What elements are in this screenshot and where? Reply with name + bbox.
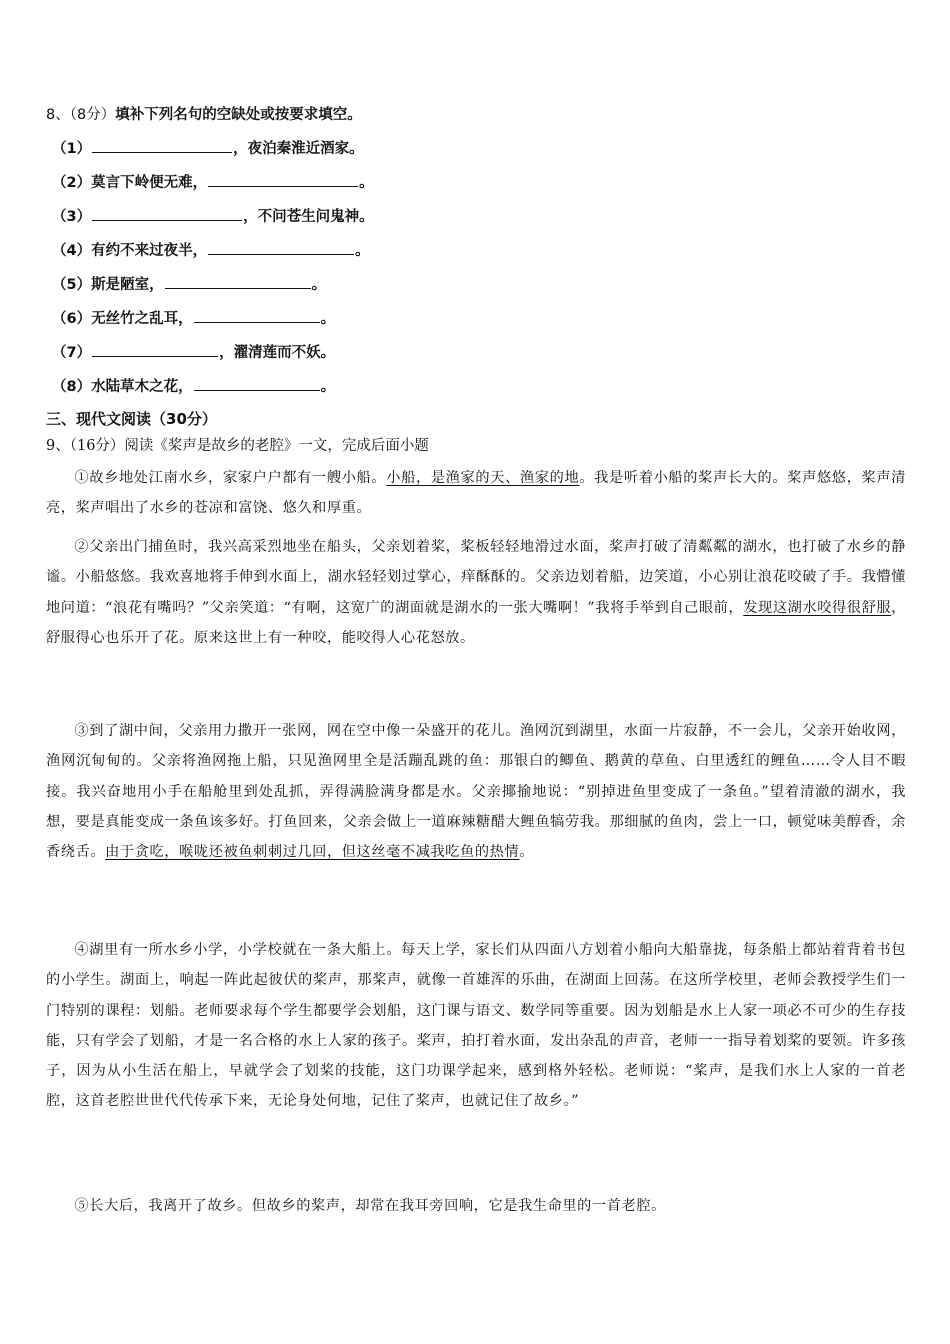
paragraph-2	[46, 532, 906, 653]
answer-blank[interactable]	[208, 172, 358, 187]
paragraph-4: ④湖里有一所水乡小学，小学校就在一条大船上。每天上学，家长们从四面八方划着小船向大船靠拢，每条船上都站着背着书包的小学生。湖面上，响起一阵此起彼伏的桨声，那桨声，就像一首雄浑的乐曲，在湖面上回荡。在这所学校里，老师会教授学生们一门特别的课程：划船。老师要求每个学生都要学会划船，这门课与语文、数学同等重要。因为划船是水上人家一项必不可少的生存技能，只有学会了划船，才是一名合格的水上人家的孩子。桨声，拍打着水面，发出杂乱的声音，老师一一指导着划桨的要领。许多孩子，因为从小生活在船上，早就学会了划桨的技能，这门功课学起来，感到格外轻松。老师说：“桨声，是我们水上人家的一首老腔，这首老腔世世代代传承下来，无论身处何地，记住了桨声，也就记住了故乡。”	[46, 942, 906, 1110]
answer-blank[interactable]	[92, 342, 218, 357]
paragraph-3	[46, 716, 906, 867]
section-3-title: 三、现代文阅读（30分）	[46, 410, 217, 428]
fill-item-2	[52, 171, 374, 192]
fill-item-4	[52, 239, 370, 260]
fill-item-label: （6）	[52, 311, 92, 327]
fill-item-text: ，不问苍生问鬼神。	[243, 209, 374, 225]
fill-item-3	[52, 205, 374, 226]
paragraph-1	[46, 463, 906, 524]
fill-item-label: （7）	[52, 345, 92, 361]
fill-item-8	[52, 375, 335, 396]
answer-blank[interactable]	[194, 308, 320, 323]
paragraph-text: 。我是听着小船的桨声长大的。桨声悠悠，桨声清亮，桨声唱出了水乡的苍凉和富饶、悠久和厚重。	[46, 470, 906, 517]
fill-item-7	[52, 341, 335, 362]
fill-item-text: 。	[320, 379, 336, 395]
fill-item-label: （2）	[52, 175, 92, 191]
fill-item-label: （1）	[52, 141, 92, 157]
fill-item-1	[52, 137, 364, 158]
fill-item-text: 斯是陋室，	[91, 277, 164, 293]
paragraph-text: ①故乡地处江南水乡，家家户户都有一艘小船。	[74, 470, 387, 486]
question-9-header: 9、（16分）阅读《桨声是故乡的老腔》一文，完成后面小题	[46, 438, 429, 454]
fill-item-text: 水陆草木之花，	[91, 379, 193, 395]
fill-item-text: 。	[355, 243, 370, 259]
answer-blank[interactable]	[92, 138, 232, 153]
underlined-sentence: 发现这湖水咬得很舒服	[743, 599, 892, 616]
fill-item-text: 无丝竹之乱耳，	[91, 311, 193, 327]
question-8-score: （8分）	[69, 107, 116, 123]
fill-item-text: 。	[359, 175, 374, 191]
paragraph-text: ，舒服得心也乐开了花。原来这世上有一种咬，能咬得人心花怒放。	[46, 599, 906, 646]
fill-item-text: 。	[311, 277, 327, 293]
fill-item-text: 。	[320, 311, 336, 327]
fill-item-6	[52, 307, 335, 328]
underlined-sentence: 小船，是渔家的天、渔家的地	[386, 470, 580, 486]
answer-blank[interactable]	[92, 206, 242, 221]
fill-item-text: 莫言下岭便无难，	[91, 175, 208, 191]
fill-item-5	[52, 273, 326, 294]
fill-item-text: ，濯清莲而不妖。	[219, 345, 336, 361]
paragraph-5: ⑤长大后，我离开了故乡。但故乡的桨声，却常在我耳旁回响，它是我生命里的一首老腔。	[74, 1198, 666, 1214]
paragraph-text: 。	[519, 844, 535, 861]
fill-item-text: 有约不来过夜半，	[91, 243, 208, 259]
question-8-header	[46, 103, 362, 124]
question-8-number: 8、	[46, 107, 70, 123]
fill-item-text: ，夜泊秦淮近酒家。	[233, 141, 364, 157]
underlined-sentence: 由于贪吃，喉咙还被鱼刺刺过几回，但这丝毫不减我吃鱼的热情	[105, 844, 520, 861]
paragraph-text: ②父亲出门捕鱼时，我兴高采烈地坐在船头，父亲划着桨，桨板轻轻地滑过水面，桨声打破了清粼粼的湖水，也打破了水乡的静谧。小船悠悠。我欢喜地将手伸到水面上，湖水轻轻划过掌心，痒酥酥的。父亲边划着船，边笑道，小心别让浪花咬破了手。我懵懂地问道：“浪花有嘴吗？”父亲笑道：“有啊，这宽广的湖面就是湖水的一张大嘴啊！”我将手举到自己眼前，	[46, 539, 906, 616]
question-8-instruction: 填补下列名句的空缺处或按要求填空。	[115, 107, 362, 123]
fill-item-label: （3）	[52, 209, 92, 225]
fill-item-label: （4）	[52, 243, 92, 259]
answer-blank[interactable]	[165, 274, 311, 289]
paragraph-text: ③到了湖中间，父亲用力撒开一张网，网在空中像一朵盛开的花儿。渔网沉到湖里，水面一片寂静，不一会儿，父亲开始收网，渔网沉甸甸的。父亲将渔网拖上船，只见渔网里全是活蹦乱跳的鱼：那银白的鲫鱼、鹅黄的草鱼、白里透红的鲤鱼……令人目不暇接。我兴奋地用小手在船舱里到处乱抓，弄得满脸满身都是水。父亲揶揄地说：“别掉进鱼里变成了一条鱼。”望着清澈的湖水，我想，要是真能变成一条鱼该多好。打鱼回来，父亲会做上一道麻辣糖醋大鲤鱼犒劳我。那细腻的鱼肉，尝上一口，顿觉味美醇香，余香绕舌。	[46, 723, 906, 861]
fill-item-label: （8）	[52, 379, 92, 395]
answer-blank[interactable]	[194, 376, 320, 391]
fill-item-label: （5）	[52, 277, 92, 293]
answer-blank[interactable]	[208, 240, 354, 255]
